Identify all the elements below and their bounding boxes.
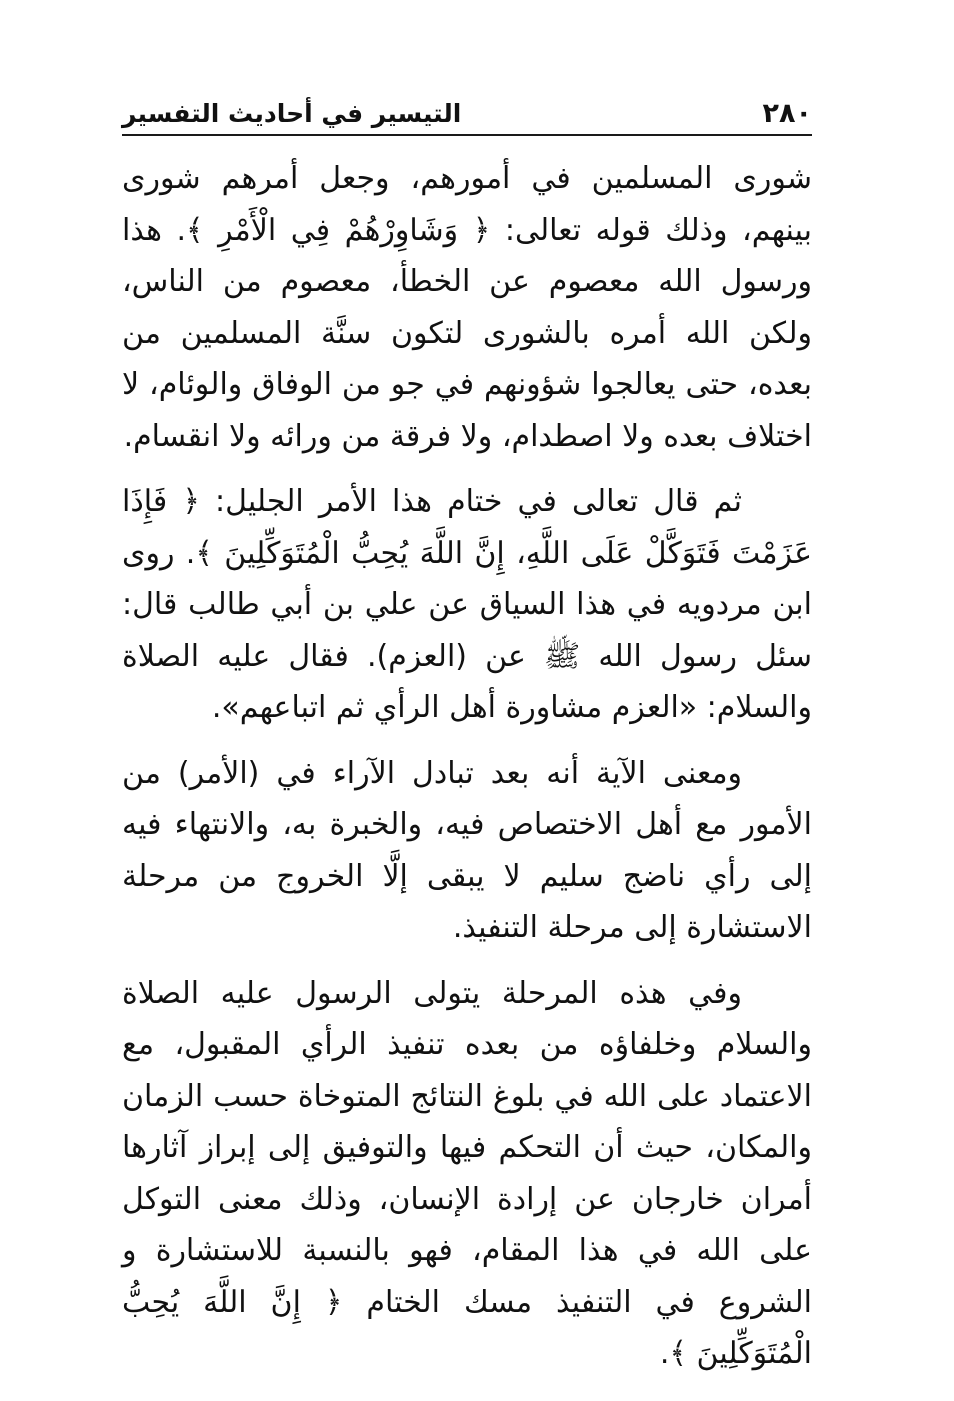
body-text: [122, 153, 812, 1380]
paragraph-text: ثم قال تعالى في ختام هذا الأمر الجليل:: [199, 484, 742, 519]
header-divider: [122, 134, 812, 136]
paragraph-text: .: [659, 1336, 670, 1371]
quran-quote: ﴿ فَإِذَا عَزَمْتَ فَتَوَكَّلْ عَلَى اللَّهِ، إِنَّ اللَّهَ يُحِبُّ الْمُتَوَكِّلِينَ ﴾: [122, 484, 813, 571]
paragraph-3: [122, 748, 812, 954]
quran-quote: ﴿ إِنَّ اللَّهَ يُحِبُّ الْمُتَوَكِّلِينَ ﴾: [122, 1284, 812, 1371]
paragraph-text: . روى ابن مردويه في هذا السياق عن علي بن أبي طالب قال: سئل رسول الله ﷺ عن (العزم). فقال عليه الصلاة والسلام: «العزم مشاورة أهل الرأي ثم اتباعهم».: [122, 535, 812, 725]
paragraph-text: . هذا ورسول الله معصوم عن الخطأ، معصوم من الناس، ولكن الله أمره بالشورى لتكون سنَّة المسلمين من بعده، حتى يعالجوا شؤونهم في جو من الوفاق والوئام، لا اختلاف بعده ولا اصطدام، ولا فرقة من ورائه ولا انقسام.: [122, 212, 812, 454]
paragraph-text: وفي هذه المرحلة يتولى الرسول عليه الصلاة والسلام وخلفاؤه من بعده تنفيذ الرأي المقبول، مع الاعتماد على الله في بلوغ النتائج المتوخاة حسب الزمان والمكان، حيث أن التحكم فيها والتوفيق إلى إبراز آثارها أمران خارجان عن إرادة الإنسان، وذلك معنى التوكل على الله في هذا المقام، فهو بالنسبة للاستشارة و الشروع في التنفيذ مسك الختام: [122, 975, 812, 1320]
paragraph-4: [122, 968, 812, 1380]
paragraph-text: شورى المسلمين في أمورهم، وجعل أمرهم شورى بينهم، وذلك قوله تعالى:: [122, 161, 812, 248]
page-number: ٢٨٠: [762, 98, 812, 129]
running-title: التيسير في أحاديث التفسير: [122, 99, 462, 128]
quran-quote: ﴿ وَشَاوِرْهُمْ فِي الْأَمْرِ ﴾: [186, 212, 491, 248]
paragraph-1: [122, 153, 812, 462]
paragraph-text: ومعنى الآية أنه بعد تبادل الآراء في (الأمر) من الأمور مع أهل الاختصاص فيه، والخبرة به، والانتهاء فيه إلى رأي ناضج سليم لا يبقى إلَّا الخروج من مرحلة الاستشارة إلى مرحلة التنفيذ.: [122, 755, 812, 945]
running-header: [122, 96, 812, 132]
paragraph-2: [122, 476, 812, 734]
